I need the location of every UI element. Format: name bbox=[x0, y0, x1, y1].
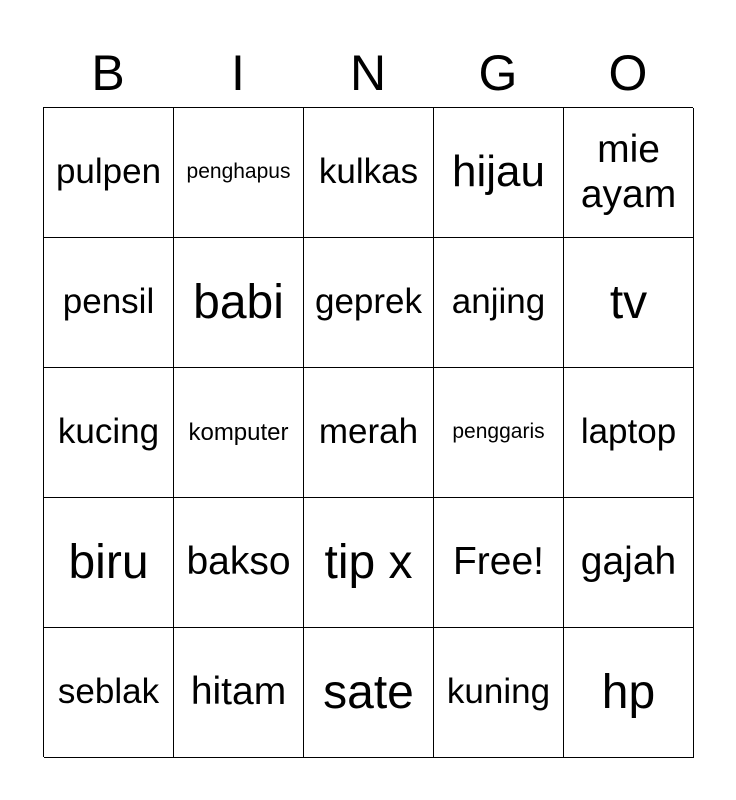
bingo-free-cell[interactable]: Free! bbox=[434, 498, 564, 628]
bingo-cell[interactable]: merah bbox=[304, 368, 434, 498]
header-letter-g: G bbox=[478, 45, 518, 101]
header-letter-b: B bbox=[91, 45, 125, 101]
bingo-cell[interactable]: kuning bbox=[434, 628, 564, 758]
bingo-cell[interactable]: geprek bbox=[304, 238, 434, 368]
bingo-cell[interactable]: sate bbox=[304, 628, 434, 758]
bingo-cell[interactable]: mie ayam bbox=[564, 108, 694, 238]
header-letter-o: O bbox=[608, 45, 648, 101]
bingo-cell[interactable]: pulpen bbox=[44, 108, 174, 238]
bingo-cell[interactable]: hp bbox=[564, 628, 694, 758]
bingo-cell[interactable]: kucing bbox=[44, 368, 174, 498]
bingo-cell[interactable]: kulkas bbox=[304, 108, 434, 238]
bingo-cell[interactable]: babi bbox=[174, 238, 304, 368]
header-letter-n: N bbox=[349, 45, 387, 101]
bingo-header bbox=[43, 40, 693, 106]
bingo-cell[interactable]: pensil bbox=[44, 238, 174, 368]
header-letter-i: I bbox=[231, 45, 245, 101]
bingo-cell[interactable]: penggaris bbox=[434, 368, 564, 498]
bingo-board bbox=[43, 107, 693, 757]
bingo-cell[interactable]: biru bbox=[44, 498, 174, 628]
bingo-cell[interactable]: hitam bbox=[174, 628, 304, 758]
bingo-cell[interactable]: bakso bbox=[174, 498, 304, 628]
bingo-cell[interactable]: penghapus bbox=[174, 108, 304, 238]
bingo-cell[interactable]: laptop bbox=[564, 368, 694, 498]
bingo-cell[interactable]: gajah bbox=[564, 498, 694, 628]
bingo-cell[interactable]: seblak bbox=[44, 628, 174, 758]
bingo-cell[interactable]: tip x bbox=[304, 498, 434, 628]
bingo-cell[interactable]: tv bbox=[564, 238, 694, 368]
bingo-cell[interactable]: komputer bbox=[174, 368, 304, 498]
bingo-cell[interactable]: anjing bbox=[434, 238, 564, 368]
bingo-cell[interactable]: hijau bbox=[434, 108, 564, 238]
